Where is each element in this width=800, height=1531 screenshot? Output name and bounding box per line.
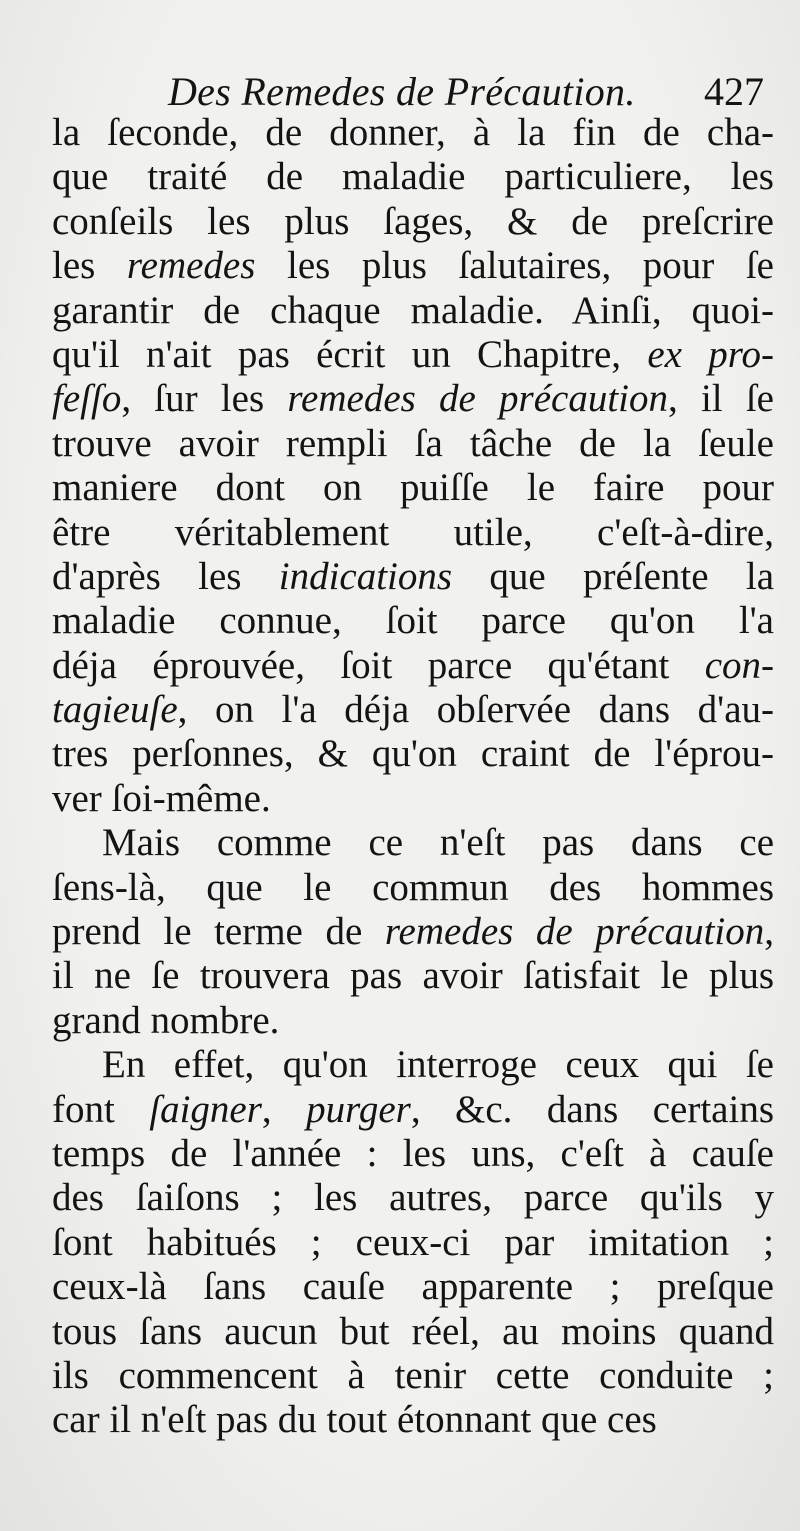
text-line: ſens-là, que le commun des hommes [52, 865, 774, 909]
text-line: tres perſonnes, & qu'on craint de l'éprou- [52, 732, 774, 776]
text-line: tous ſans aucun but réel, au moins quand [52, 1309, 774, 1353]
text-line: ceux-là ſans cauſe apparente ; preſque [52, 1265, 774, 1309]
text-line: font ſaigner, purger, &c. dans certains [52, 1087, 774, 1131]
text-line: feſſo, ſur les remedes de précaution, il ſe [52, 377, 774, 421]
page-number: 427 [704, 69, 764, 114]
text-line: trouve avoir rempli ſa tâche de la ſeule [52, 421, 774, 465]
text-line: prend le terme de remedes de précaution, [52, 910, 774, 954]
text-line: ver ſoi-même. [52, 776, 271, 820]
text-line: il ne ſe trouvera pas avoir ſatisfait le plus [52, 954, 774, 998]
text-line: grand nombre. [52, 998, 280, 1042]
text-line: garantir de chaque maladie. Ainſi, quoi- [52, 288, 774, 332]
text-line: temps de l'année : les uns, c'eſt à cauſe [52, 1131, 774, 1175]
paragraph [52, 1043, 774, 1443]
text-line: déja éprouvée, ſoit parce qu'étant con- [52, 643, 774, 687]
text-line: d'après les indications que préſente la [52, 554, 774, 598]
paragraph [52, 821, 774, 1043]
text-line: que traité de maladie particuliere, les [52, 155, 774, 199]
text-line: ils commencent à tenir cette conduite ; [52, 1353, 774, 1397]
body-text [52, 111, 774, 1443]
text-line: car il n'eſt pas du tout étonnant que ces [52, 1398, 657, 1442]
text-line: des ſaiſons ; les autres, parce qu'ils y [52, 1176, 774, 1220]
text-line: maniere dont on puiſſe le faire pour [52, 466, 774, 510]
text-line: les remedes les plus ſalutaires, pour ſe [52, 244, 774, 288]
text-line: qu'il n'ait pas écrit un Chapitre, ex pro- [52, 332, 774, 376]
text-line: maladie connue, ſoit parce qu'on l'a [52, 599, 774, 643]
text-line: tagieuſe, on l'a déja obſervée dans d'au- [52, 688, 774, 732]
text-line: la ſeconde, de donner, à la fin de cha- [52, 111, 774, 154]
text-line: conſeils les plus ſages, & de preſcrire [52, 199, 774, 243]
text-line: ſont habitués ; ceux-ci par imitation ; [52, 1220, 774, 1264]
paragraph [52, 111, 774, 821]
running-title: Des Remedes de Précaution. [168, 69, 636, 114]
text-line: Mais comme ce n'eſt pas dans ce [102, 821, 774, 865]
text-line: En effet, qu'on interroge ceux qui ſe [102, 1043, 774, 1087]
text-line: être véritablement utile, c'eſt-à-dire, [52, 510, 774, 554]
